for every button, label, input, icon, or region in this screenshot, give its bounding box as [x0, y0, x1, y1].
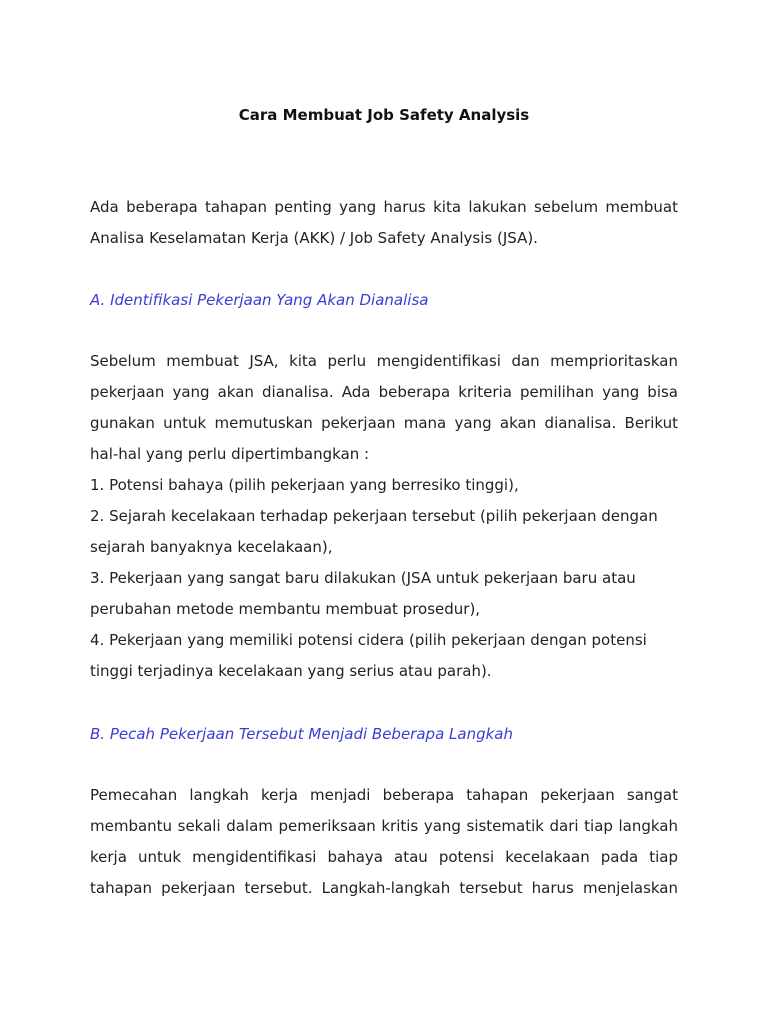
- paragraph-line: hal-hal yang perlu dipertimbangkan :: [90, 445, 370, 463]
- paragraph-line: tahapan pekerjaan tersebut. Langkah-langkah tersebut harus menjelaskan: [90, 879, 678, 897]
- paragraph-line: pekerjaan yang akan dianalisa. Ada beberapa kriteria pemilihan yang bisa: [90, 383, 678, 401]
- paragraph-line: Sebelum membuat JSA, kita perlu mengidentifikasi dan memprioritaskan: [90, 352, 678, 370]
- intro-line: Analisa Keselamatan Kerja (AKK) / Job Safety Analysis (JSA).: [90, 229, 538, 247]
- list-item: 4. Pekerjaan yang memiliki potensi cidera (pilih pekerjaan dengan potensi: [90, 631, 647, 649]
- list-item: 3. Pekerjaan yang sangat baru dilakukan (JSA untuk pekerjaan baru atau: [90, 569, 636, 587]
- paragraph-line: gunakan untuk memutuskan pekerjaan mana yang akan dianalisa. Berikut: [90, 414, 678, 432]
- paragraph-line: membantu sekali dalam pemeriksaan kritis yang sistematik dari tiap langkah: [90, 817, 678, 835]
- criteria-list: [90, 470, 678, 687]
- paragraph-line: kerja untuk mengidentifikasi bahaya atau potensi kecelakaan pada tiap: [90, 848, 678, 866]
- paragraph-line: Pemecahan langkah kerja menjadi beberapa tahapan pekerjaan sangat: [90, 786, 678, 804]
- list-item: 2. Sejarah kecelakaan terhadap pekerjaan tersebut (pilih pekerjaan dengan: [90, 507, 658, 525]
- list-item: 1. Potensi bahaya (pilih pekerjaan yang berresiko tinggi),: [90, 476, 519, 494]
- document-title: Cara Membuat Job Safety Analysis: [238, 106, 530, 124]
- section-b-heading: B. Pecah Pekerjaan Tersebut Menjadi Beberapa Langkah: [90, 725, 513, 743]
- list-item-continuation: perubahan metode membantu membuat prosedur),: [90, 600, 481, 618]
- intro-paragraph: [90, 192, 678, 254]
- intro-line: Ada beberapa tahapan penting yang harus kita lakukan sebelum membuat: [90, 198, 678, 216]
- section-a-paragraph: [90, 346, 678, 470]
- section-b-paragraph: [90, 780, 678, 904]
- list-item-continuation: sejarah banyaknya kecelakaan),: [90, 538, 333, 556]
- section-a-heading: A. Identifikasi Pekerjaan Yang Akan Dianalisa: [90, 291, 429, 309]
- list-item-continuation: tinggi terjadinya kecelakaan yang serius atau parah).: [90, 662, 492, 680]
